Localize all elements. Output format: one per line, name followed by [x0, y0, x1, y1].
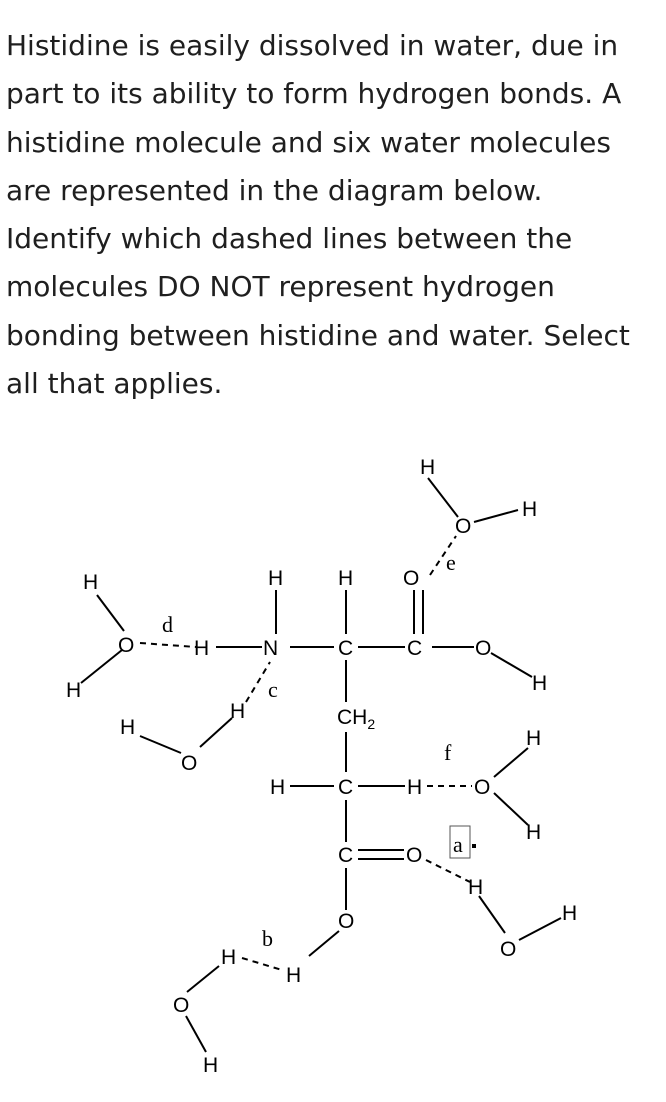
water5-h-right: H [562, 902, 578, 925]
atom-h-alpha: H [338, 567, 354, 590]
water5-o: O [500, 938, 517, 961]
label-e: e [446, 550, 456, 575]
atom-o-hydroxyl: O [475, 637, 492, 660]
label-a-marker [472, 844, 476, 848]
atom-h-side-left: H [270, 776, 286, 799]
water2-h-bottom: H [66, 679, 82, 702]
atom-c-lower: C [338, 844, 354, 867]
water1-h-right: H [522, 498, 538, 521]
label-c: c [268, 677, 278, 702]
atom-o-lower: O [338, 910, 355, 933]
water1-o: O [455, 515, 472, 538]
ch2-subscript: 2 [367, 716, 376, 732]
water1-h-top: H [420, 456, 436, 479]
label-b: b [262, 926, 273, 951]
water6-o: O [173, 994, 190, 1017]
atom-h-amine-top: H [268, 567, 284, 590]
water-bonds [81, 478, 561, 1052]
label-f: f [444, 740, 452, 765]
water3-h-right: H [230, 700, 246, 723]
dashed-line-d [140, 643, 196, 647]
water6-h-top: H [221, 946, 237, 969]
water3-o: O [181, 752, 198, 775]
label-d: d [162, 612, 173, 637]
water5-h-top: H [468, 876, 484, 899]
atom-n-amine: N [263, 637, 279, 660]
water4-o: O [474, 776, 491, 799]
atom-o-lower-double: O [406, 844, 423, 867]
dashed-line-c [246, 662, 270, 702]
atom-c-side: C [338, 776, 354, 799]
dashed-line-b [242, 958, 282, 970]
water3-h-left: H [120, 716, 136, 739]
label-a: a [453, 832, 463, 857]
water6-h-bottom: H [203, 1054, 219, 1077]
atom-h-amine-left: H [194, 637, 210, 660]
water4-h-top: H [526, 727, 542, 750]
atom-o-carbonyl: O [403, 567, 420, 590]
atom-c-carboxyl: C [407, 637, 423, 660]
atom-c-alpha: C [338, 637, 354, 660]
atom-h-lower: H [286, 964, 302, 987]
water2-o: O [118, 634, 135, 657]
water2-h-top: H [83, 571, 99, 594]
question-text: Histidine is easily dissolved in water, due in part to its ability to form hydrogen bonds. A histidine molecule and six water molecules are represented in the diagram below. Identify which dashed lines between the molecules DO NOT represent hydrogen bonding between histidine and water. Select all that applies. [6, 29, 630, 401]
dashed-line-a [426, 860, 470, 882]
ch2-label: CH [337, 706, 368, 729]
water4-h-bottom: H [526, 821, 542, 844]
atom-ch2 [337, 706, 375, 732]
atom-h-hydroxyl: H [532, 672, 548, 695]
atom-h-side-right: H [407, 776, 423, 799]
